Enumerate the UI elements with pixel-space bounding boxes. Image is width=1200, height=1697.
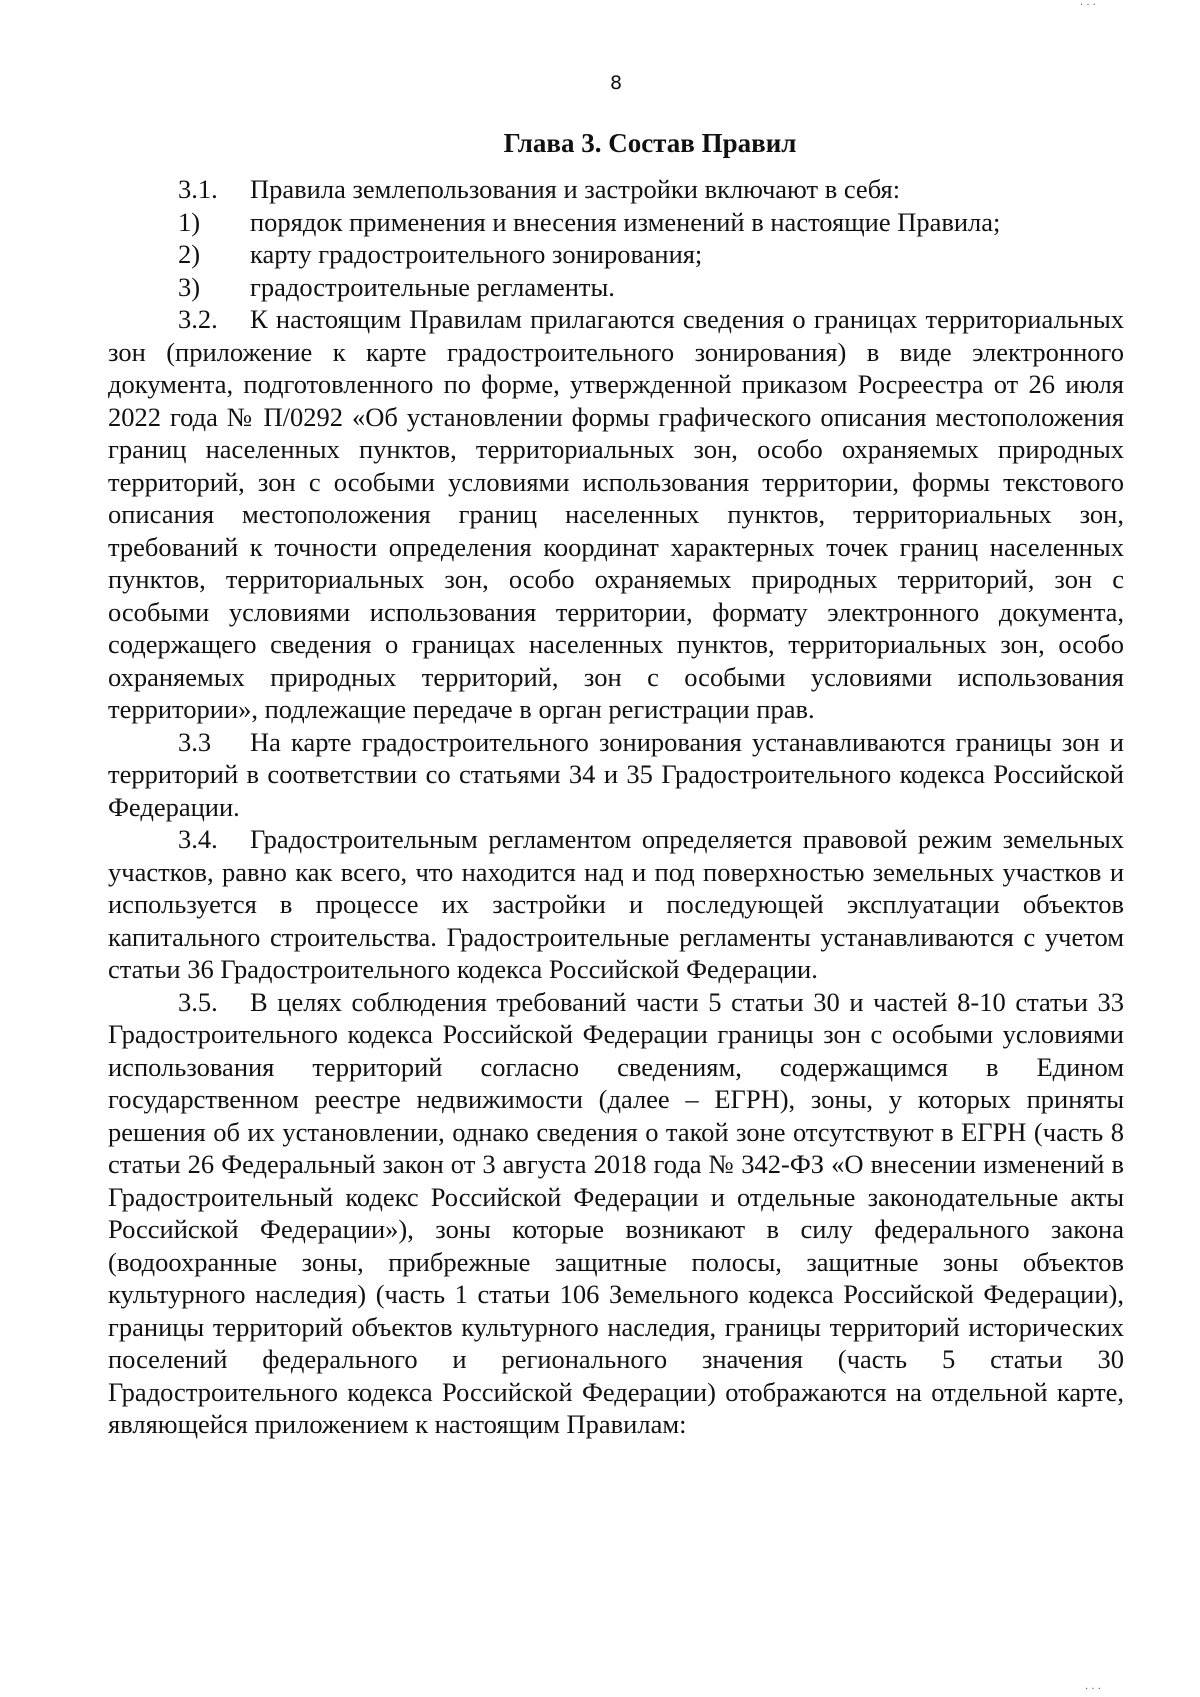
paragraph-text: В целях соблюдения требований части 5 статьи 30 и частей 8-10 статьи 33 Градостроительного кодекса Российской Федерации границы зон с особыми условиями использования территорий согласно сведениям, содержащимся в Едином государственном реестре недвижимости (далее – ЕГРН), зоны, у которых приняты решения об их установлении, однако сведения о такой зоне отсутствуют в ЕГРН (часть 8 статьи 26 Федеральный закон от 3 августа 2018 года № 342-ФЗ «О внесении изменений в Градостроительный кодекс Российской Федерации и отдельные законодательные акты Российской Федерации»), зоны которые возникают в силу федерального закона (водоохранные зоны, прибрежные защитные полосы, защитные зоны объектов культурного наследия) (часть 1 статьи 106 Земельного кодекса Российской Федерации), границы территорий объектов культурного наследия, границы территорий исторических поселений федерального и регионального значения (часть 5 статьи 30 Градостроительного кодекса Российской Федерации) отображаются на отдельной карте, являющейся приложением к настоящим Правилам: — [108, 986, 1124, 1439]
list-item — [108, 173, 1124, 206]
scan-mark-top-right: · · · — [1080, 0, 1096, 11]
paragraph-3-2 — [108, 303, 1124, 726]
scan-mark-bottom-right: · · · — [1085, 1684, 1101, 1695]
document-body — [108, 173, 1124, 1441]
paragraph-text: На карте градостроительного зонирования устанавливаются границы зон и территорий в соответствии со статьями 34 и 35 Градостроительного кодекса Российской Федерации. — [108, 726, 1124, 822]
paragraph-3-4 — [108, 823, 1124, 986]
paragraph-text: Градостроительным регламентом определяется правовой режим земельных участков, равно как всего, что находится над и под поверхностью земельных участков и используется в процессе их застройки и последующей эксплуатации объектов капитального строительства. Градостроительные регламенты устанавливаются с учетом статьи 36 Градостроительного кодекса Российской Федерации. — [108, 824, 1124, 984]
paragraph-text: К настоящим Правилам прилагаются сведения о границах территориальных зон (приложение к карте градостроительного зонирования) в виде электронного документа, подготовленного по форме, утвержденной приказом Росреестра от 26 июля 2022 года № П/0292 «Об установлении формы графического описания местоположения границ населенных пунктов, территориальных зон, особо охраняемых природных территорий, зон с особыми условиями использования территории, формы текстового описания местоположения границ населенных пунктов, территориальных зон, требований к точности определения координат характерных точек границ населенных пунктов, территориальных зон, особо охраняемых природных территорий, зон с особыми условиями использования территории, формату электронного документа, содержащего сведения о границах населенных пунктов, территориальных зон, особо охраняемых природных территорий, зон с особыми условиями использования территории», подлежащие передаче в орган регистрации прав. — [108, 304, 1124, 724]
paragraph-number: 3.3 — [178, 726, 212, 757]
item-text: порядок применения и внесения изменений в настоящие Правила; — [250, 206, 1001, 237]
list-item — [108, 206, 1124, 239]
item-number: 3) — [178, 271, 201, 302]
item-number: 1) — [178, 206, 201, 237]
item-number: 2) — [178, 239, 201, 269]
paragraph-number: 3.5. — [178, 986, 218, 1017]
paragraph-3-3 — [108, 726, 1124, 824]
item-text: карту градостроительного зонирования; — [250, 239, 703, 269]
item-number: 3.1. — [178, 174, 218, 204]
list-item — [108, 271, 1124, 304]
chapter-title: Глава 3. Состав Правил — [503, 128, 797, 158]
paragraph-3-5 — [108, 986, 1124, 1441]
item-text: градостроительные регламенты. — [250, 271, 615, 302]
item-text: Правила землепользования и застройки включают в себя: — [250, 174, 901, 204]
paragraph-number: 3.2. — [178, 304, 218, 334]
page-number: 8 — [609, 72, 623, 94]
paragraph-number: 3.4. — [178, 824, 218, 854]
list-item — [108, 238, 1124, 271]
